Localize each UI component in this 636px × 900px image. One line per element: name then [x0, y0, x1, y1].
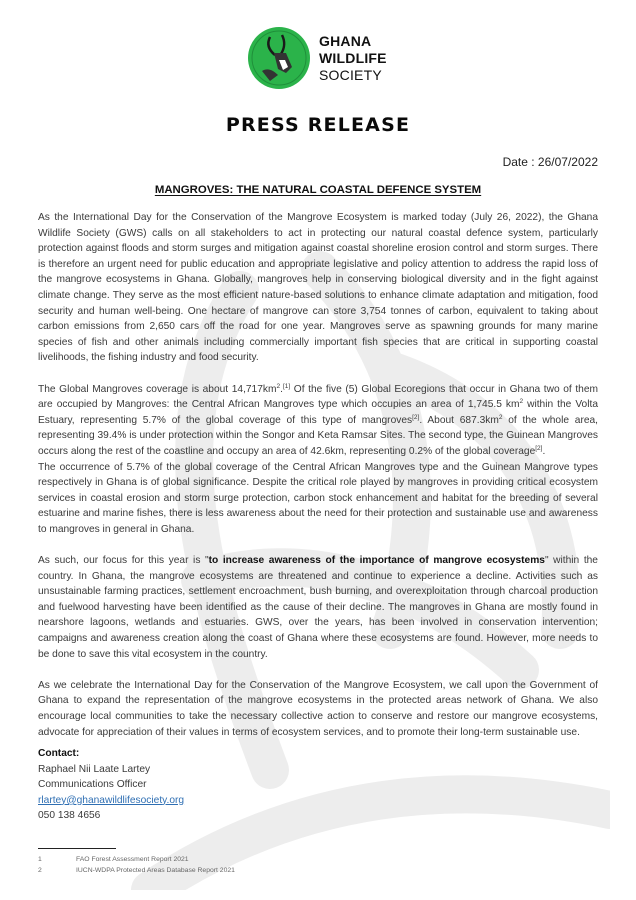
- superscript: 2: [276, 382, 281, 390]
- antelope-emblem-icon: [248, 27, 310, 89]
- organization-logo: [248, 27, 387, 89]
- text-span: .: [280, 383, 283, 395]
- contact-email-link[interactable]: rlartey@ghanawildlifesociety.org: [38, 794, 185, 806]
- contact-name: Raphael Nii Laate Lartey: [38, 763, 151, 775]
- text-span: . About 687.3km: [419, 414, 499, 426]
- document-title: PRESS RELEASE: [225, 114, 411, 136]
- text-span: " within the country. In Ghana, the mangrove ecosystems are threatened and continue to experience a decline. Activities such as unsustainable farming practices, settlement encroachment, bush burning, and overexploitation through charcoal production and fuelwood harvesting have been identified as the cause of their decline. The mangroves in Ghana are mostly found in nearshore lagoons, wetlands and estuaries. GWS, over the years, has been involved in conservation intervention; campaigns and awareness creation along the coast of Ghana where these ecosystems are found. However, more needs to be done to save this vital ecosystem in the country.: [38, 555, 598, 660]
- paragraph-call-to-action: As we celebrate the International Day for the Conservation of the Mangrove Ecosystem, we call upon the Government of Ghana to expand the representation of the mangrove ecosystems in the protected areas network of Ghana. We also encourage local communities to take the necessary collective action to conserve and restore our mangrove ecosystems, advocate for appreciation of their values in terms of ecosystem services, and to promote their long-term sustainable use.: [38, 679, 598, 738]
- footnote-number: 1: [38, 856, 42, 863]
- body-text: [38, 210, 598, 756]
- footnote-ref-2[interactable]: [2]: [535, 444, 543, 452]
- org-name-line-3: SOCIETY: [319, 66, 382, 83]
- text-span: As such, our focus for this year is ": [38, 555, 209, 567]
- contact-block: [38, 746, 184, 824]
- footnote-item: [38, 854, 235, 865]
- paragraph-significance: The occurrence of 5.7% of the global coverage of the Central African Mangroves type and the Guinean Mangrove types respectively in Ghana is of global significance. Despite the critical role played by mangroves in providing critical ecosystem services in coastal erosion and storm surge protection, carbon stock enhancement and habitat for the breeding of several estuarine and marine fishes, there is less awareness about the need for their protection and sustainable use and awareness to mangroves in general in Ghana.: [38, 461, 598, 535]
- text-span: of the whole area, representing 39.4% is under protection within the Songor and Keta Ramsar Sites. The second type, the Guinean Mangroves occurs along the rest of the coastline and occupy an area of 42.6km, representing 0.2% of the global coverage: [38, 414, 599, 457]
- paragraph-coverage: [38, 382, 598, 460]
- antelope-head-icon: [248, 27, 310, 89]
- footnote-text: IUCN-WDPA Protected Areas Database Report 2021: [76, 867, 235, 874]
- footnote-text: FAO Forest Assessment Report 2021: [76, 856, 189, 863]
- footnote-ref-1[interactable]: [1]: [282, 382, 291, 390]
- org-name-line-1: GHANA: [319, 32, 372, 49]
- footnotes: [38, 854, 235, 876]
- release-date: Date : 26/07/2022: [502, 155, 598, 169]
- text-span: The Global Mangroves coverage is about 14,717km: [38, 383, 277, 395]
- footnote-item: [38, 865, 235, 876]
- superscript: 2: [498, 413, 503, 421]
- contact-phone: 050 138 4656: [38, 810, 101, 822]
- paragraph-intro: As the International Day for the Conservation of the Mangrove Ecosystem is marked today (July 26, 2022), the Ghana Wildlife Society (GWS) calls on all stakeholders to act in protecting our natural coastal defence system, particularly protection against floods and storm surges and mitigation against coastal shoreline erosion control and storm surges. There is therefore an urgent need for public education and appropriate legislative and policy attention to address the rapid loss of the mangrove ecosystems in Ghana. Globally, mangroves help in conserving biological diversity and in the fight against climate change. They serve as the most efficient nature-based solutions to enhance climate adaptation and mitigation, food security and human well-being. One hectare of mangrove can store 3,754 tonnes of carbon, equivalent to taking about carbon emissions from 2,650 cars off the road for one year. Mangroves serve as spawning grounds for many marine species of fish and other animals including commercially important fish species that are critical in supporting coastal livelihoods, the fishing industry and food security.: [38, 212, 598, 364]
- organization-name: [319, 33, 387, 84]
- org-name-line-2: WILDLIFE: [319, 49, 387, 66]
- footnote-divider: [38, 848, 116, 849]
- superscript: 2: [519, 398, 524, 406]
- headline: MANGROVES: THE NATURAL COASTAL DEFENCE SYSTEM: [154, 184, 482, 196]
- footnote-ref-2[interactable]: [2]: [412, 413, 420, 421]
- footnote-number: 2: [38, 867, 42, 874]
- text-span: Of the five (5) Global Ecoregions that occur in Ghana two of them are occupied by Mangroves: the Central African Mangroves type which occupies an area of 1,745.5 km: [38, 383, 598, 411]
- contact-label: Contact:: [38, 748, 80, 759]
- contact-role: Communications Officer: [38, 779, 147, 791]
- focus-statement: to increase awareness of the importance of mangrove ecosystems: [208, 555, 545, 567]
- text-span: within the Volta Estuary, representing 5.7% of the global coverage of this type of mangroves: [38, 399, 598, 426]
- paragraph-focus: [38, 553, 598, 662]
- text-span: .: [542, 445, 546, 457]
